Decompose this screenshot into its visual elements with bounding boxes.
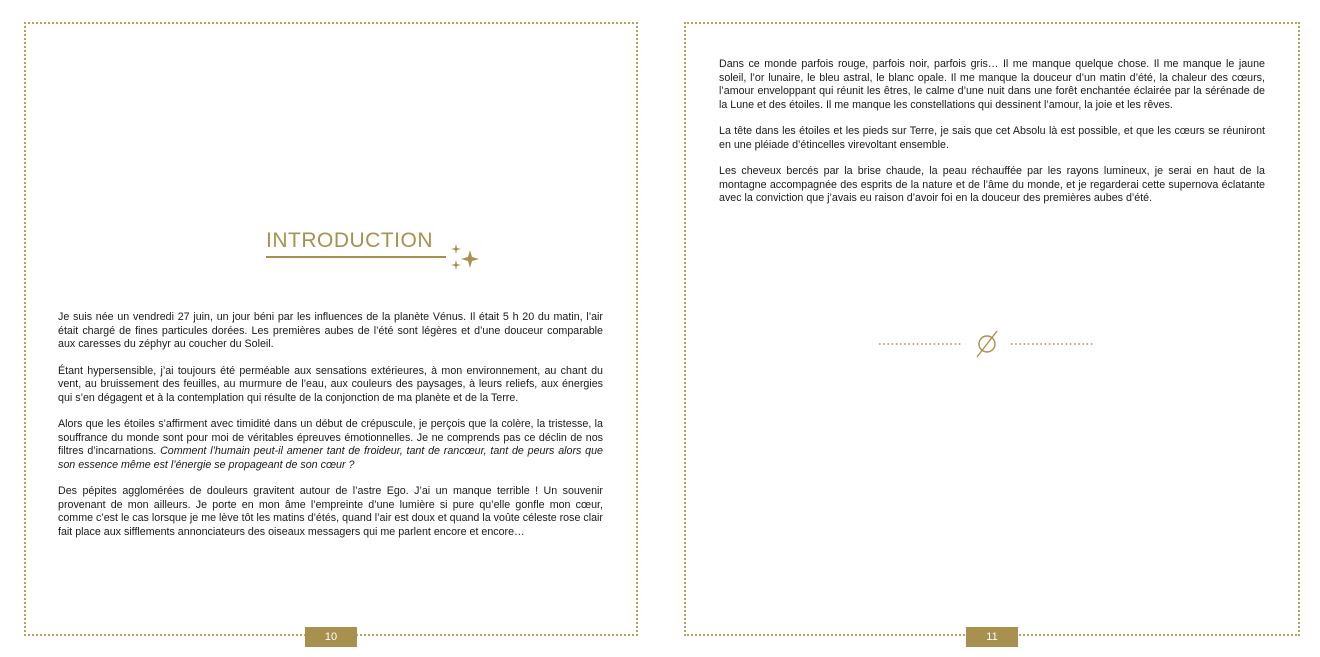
- paragraph: Les cheveux bercés par la brise chaude, la peau réchauffée par les rayons lumineux, je serai en haut de la montagne accompagnée des esprits de la nature et de l’âme du monde, et je regarderai cette supernova éclatante avec la conviction que j’avais eu raison d’avoir foi en la douceur des premières aubes d’été.: [719, 165, 1265, 204]
- paragraph: La tête dans les étoiles et les pieds sur Terre, je sais que cet Absolu là est possible, et que les cœurs se réuniront en une pléiade d’étincelles virevoltant ensemble.: [719, 125, 1265, 151]
- paragraph: Je suis née un vendredi 27 juin, un jour béni par les influences de la planète Vénus. Il était 5 h 20 du matin, l’air était chargé de fines particules dorées. Les premières aubes de l’été sont légères et d’une douceur comparable aux caresses du zéphyr au coucher du Soleil.: [58, 311, 603, 350]
- paragraph: Dans ce monde parfois rouge, parfois noir, parfois gris… Il me manque quelque chose. Il me manque le jaune soleil, l’or lunaire, le bleu astral, le blanc opale. Il me manque la douceur d’un matin d’été, la chaleur des cœurs, l’amour enveloppant qui réunit les êtres, le calme d’une nuit dans une forêt enchantée éclairée par la sérénade de la Lune et des étoiles. Il me manque les constellations qui dessinent l’amour, la joie et les rêves.: [719, 58, 1265, 111]
- chapter-title: INTRODUCTION: [266, 229, 433, 252]
- chapter-heading: [266, 228, 506, 274]
- paragraph: Alors que les étoiles s’affirment avec timidité dans un début de crépuscule, je perçois que la colère, la tristesse, la souffrance du monde sont pour moi de véritables épreuves émotionnelles. Je ne comprends pas ce déclin de nos filtres d’incarnations. Comment l’humain peut-il amener tant de froideur, tant de rancœur, tant de peurs alors que son essence même est l’énergie se propageant de son cœur ?: [58, 418, 604, 471]
- heading-underline: [266, 256, 446, 258]
- paragraph: Des pépites agglomérées de douleurs gravitent autour de l’astre Ego. J’ai un manque terrible ! Un souvenir provenant de mon ailleurs. Je porte en mon âme l’empreinte d’une lumière si pure qu’elle gonfle mon cœur, comme c’est le cas lorsque je me lève tôt les matins d’étés, quand l’air est doux et quand la voûte céleste rose clair fait place aux sifflements annonciateurs des oiseaux messagers qui me parlent encore et encore…: [58, 485, 603, 538]
- right-page-text: [719, 58, 1265, 219]
- empty-set-ornament-icon: [879, 330, 1095, 358]
- sparkles-icon: [450, 238, 482, 274]
- page-number-right: 11: [966, 627, 1018, 647]
- page-number-left: 10: [305, 627, 357, 647]
- left-page-text: [58, 311, 603, 552]
- italic-question: Comment l’humain peut-il amener tant de froideur, tant de rancœur, tant de peurs alors que son essence même est l’énergie se propageant de son cœur ?: [58, 445, 604, 471]
- paragraph: Étant hypersensible, j’ai toujours été perméable aux sensations extérieures, à mon environnement, au chant du vent, au bruissement des feuilles, au murmure de l’eau, aux couleurs des paysages, à leurs reliefs, aux énergies qui s’en dégagent et à la contemplation qui résulte de la conjonction de ma planète et de la Terre.: [58, 364, 603, 404]
